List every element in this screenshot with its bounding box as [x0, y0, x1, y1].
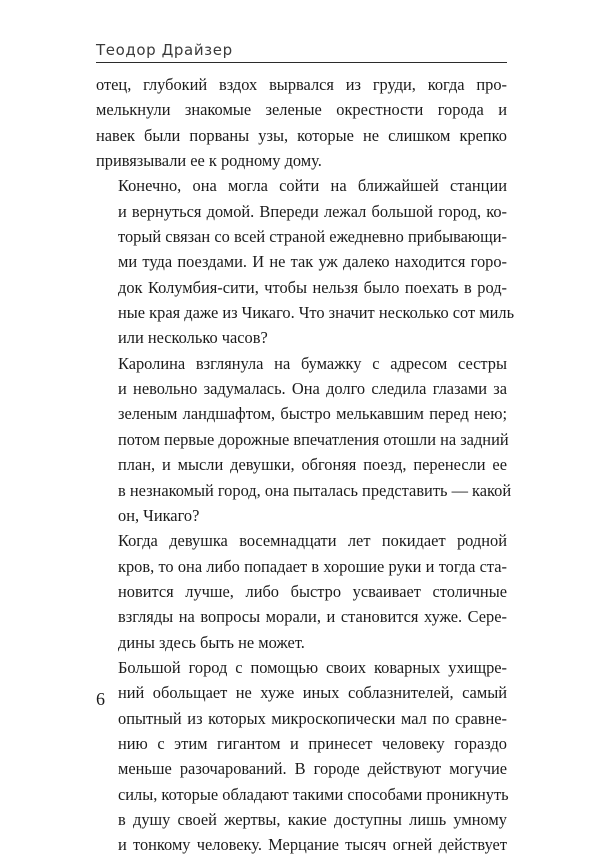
text-line: ми туда поездами. И не так уж далеко находится горо-: [118, 252, 507, 272]
text-line: опытный из которых микроскопически мал по сравне-: [118, 708, 507, 728]
text-line: навек были порваны узы, которые не слишком крепко: [96, 125, 507, 145]
text-line: мелькнули знакомые зеленые окрестности города и: [96, 100, 507, 120]
text-line: кров, то она либо попадает в хорошие руки и тогда ста-: [118, 556, 507, 576]
text-line: в душу своей жертвы, какие доступны лишь умному: [118, 809, 507, 829]
text-line: потом первые дорожные впечатления отошли на задний: [118, 429, 509, 449]
text-line: и вернуться домой. Впереди лежал большой город, ко-: [118, 201, 507, 221]
text-line: зеленым ландшафтом, быстро мелькавшим перед нею;: [118, 404, 507, 424]
text-line: ний обольщает не хуже иных соблазнителей, самый: [118, 683, 507, 703]
running-header-author: Теодор Драйзер: [96, 41, 233, 59]
text-line: и тонкому человеку. Мерцание тысяч огней действует: [118, 835, 507, 855]
paragraph: [96, 655, 507, 858]
text-line: взгляды на вопросы морали, и становится хуже. Сере-: [118, 607, 507, 627]
text-line: план, и мысли девушки, обгоняя поезд, перенесли ее: [118, 455, 507, 475]
text-line: меньше разочарований. В городе действуют могучие: [118, 759, 507, 779]
text-line: док Колумбия-сити, чтобы нельзя было поехать в род-: [118, 277, 507, 297]
text-line: торый связан со всей страной ежедневно прибывающи-: [118, 227, 507, 247]
body-text: [96, 72, 515, 858]
text-line: Когда девушка восемнадцати лет покидает родной: [118, 531, 507, 551]
text-line: или несколько часов?: [118, 328, 268, 348]
text-line: ные края даже из Чикаго. Что значит несколько сот миль: [118, 303, 515, 323]
text-line: Большой город с помощью своих коварных ухищре-: [118, 657, 507, 677]
paragraph: [96, 72, 507, 173]
text-line: дины здесь быть не может.: [118, 632, 305, 652]
paragraph: [96, 351, 512, 528]
text-line: Каролина взглянула на бумажку с адресом сестры: [118, 353, 507, 373]
page-number: 6: [96, 689, 105, 709]
text-line: Конечно, она могла сойти на ближайшей станции: [118, 176, 507, 196]
text-line: силы, которые обладают такими способами проникнуть: [118, 784, 509, 804]
text-line: новится лучше, либо быстро усваивает столичные: [118, 581, 507, 601]
header-rule: [96, 62, 507, 63]
text-line: он, Чикаго?: [118, 505, 200, 525]
paragraph: [96, 528, 507, 655]
text-line: и невольно задумалась. Она долго следила глазами за: [118, 379, 507, 399]
paragraph: [96, 173, 515, 350]
text-line: в незнакомый город, она пыталась представить — какой: [118, 480, 512, 500]
text-line: нию с этим гигантом и принесет человеку гораздо: [118, 733, 507, 753]
text-line: отец, глубокий вздох вырвался из груди, когда про-: [96, 75, 507, 94]
text-line: привязывали ее к родному дому.: [96, 151, 322, 171]
